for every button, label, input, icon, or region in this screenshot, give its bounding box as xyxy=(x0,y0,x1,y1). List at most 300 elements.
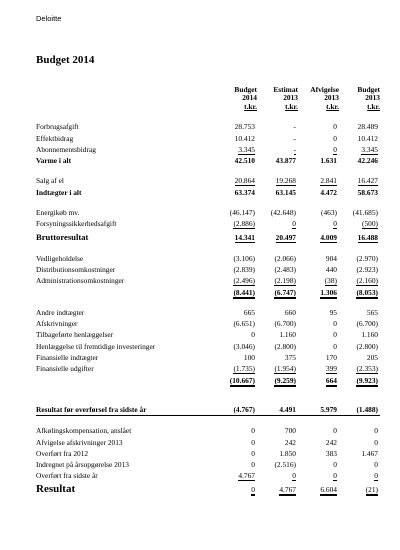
row-value-text: (2.800) xyxy=(356,341,378,351)
spacer-row xyxy=(36,415,380,425)
row-value-text: (41.685) xyxy=(352,208,378,218)
row-value-text: 1.467 xyxy=(361,448,378,458)
table-row xyxy=(36,252,380,263)
column-header-line: t.kr. xyxy=(285,102,298,112)
row-value xyxy=(298,175,339,186)
row-label: Indtægter i alt xyxy=(36,187,82,197)
row-value-text: (3.046) xyxy=(233,341,255,351)
row-label: Finansielle indtægter xyxy=(36,353,99,363)
row-value xyxy=(216,186,257,197)
row-value xyxy=(257,448,298,459)
table-row xyxy=(36,470,380,481)
row-value xyxy=(216,459,257,470)
row-value xyxy=(216,352,257,363)
table-row xyxy=(36,318,380,329)
table-row xyxy=(36,132,380,143)
row-value xyxy=(339,318,380,329)
row-value-text: 63.145 xyxy=(275,187,296,197)
row-value xyxy=(339,374,380,385)
table-row xyxy=(36,459,380,470)
row-value-text: (21) xyxy=(365,485,378,495)
row-value-text: 0 xyxy=(292,471,296,481)
row-value xyxy=(298,459,339,470)
row-value xyxy=(216,374,257,385)
row-value-text: (2.516) xyxy=(274,460,296,470)
row-value xyxy=(257,481,298,495)
spacer-row xyxy=(36,198,380,207)
column-header-line: Budget xyxy=(234,84,257,94)
row-value-text: (6.700) xyxy=(274,319,296,329)
column-header-line: Estimat xyxy=(273,84,298,94)
row-value xyxy=(339,425,380,436)
row-value xyxy=(257,329,298,340)
row-value xyxy=(298,286,339,297)
row-value-text: 383 xyxy=(325,448,337,458)
row-value-text: 0 xyxy=(374,426,378,436)
column-header-line: 2013 xyxy=(283,93,298,103)
row-value-text: 63.374 xyxy=(234,187,255,197)
table-row xyxy=(36,481,380,495)
column-header-line: 2013 xyxy=(365,93,380,103)
row-value xyxy=(339,307,380,318)
row-label: Bruttoresultat xyxy=(36,232,89,243)
row-value-text: (2.886) xyxy=(233,219,255,229)
spacer-row xyxy=(36,243,380,252)
row-value-text: 1.160 xyxy=(279,330,296,340)
row-value-text: (2.353) xyxy=(356,364,378,374)
row-label: Afkølingskompensation, anslået xyxy=(36,426,132,436)
row-value xyxy=(339,436,380,447)
row-value-text: (2.839) xyxy=(233,264,255,274)
row-value xyxy=(298,448,339,459)
row-value xyxy=(257,307,298,318)
row-value xyxy=(257,252,298,263)
table-row xyxy=(36,404,380,416)
row-label: Forsyningssikkerhedsafgift xyxy=(36,219,117,229)
row-value-text: 4.491 xyxy=(279,404,296,414)
row-value xyxy=(339,144,380,155)
row-value-text: 700 xyxy=(284,426,296,436)
row-value xyxy=(257,175,298,186)
row-value xyxy=(339,404,380,416)
row-value-text: 0 xyxy=(374,460,378,470)
row-value xyxy=(216,207,257,218)
row-value-text: (6.747) xyxy=(274,287,296,297)
row-value-text: 0 xyxy=(333,471,337,481)
row-label: Afskrivninger xyxy=(36,319,78,329)
budget-table xyxy=(36,76,380,495)
row-value xyxy=(339,207,380,218)
row-label: Tilbageførte henlæggelser xyxy=(36,330,114,340)
row-value-text: (38) xyxy=(324,276,337,286)
budget-table-header xyxy=(36,76,380,112)
row-value xyxy=(298,436,339,447)
row-value xyxy=(216,340,257,351)
row-value-text: 664 xyxy=(325,375,337,385)
spacer-row xyxy=(36,166,380,175)
row-value-text: 4.767 xyxy=(238,471,255,481)
row-value-text: 10.412 xyxy=(357,133,378,143)
row-value-text: (463) xyxy=(320,208,337,218)
row-value-text: 0 xyxy=(251,330,255,340)
row-value-text: 399 xyxy=(325,364,337,374)
row-label: Resultat xyxy=(36,483,76,496)
row-value-text: (2.160) xyxy=(356,276,378,286)
row-value xyxy=(257,425,298,436)
row-value xyxy=(257,121,298,132)
row-value xyxy=(216,363,257,374)
row-value xyxy=(339,340,380,351)
row-value-text: 0 xyxy=(333,133,337,143)
row-value xyxy=(257,155,298,166)
row-value xyxy=(257,404,298,416)
row-value xyxy=(339,286,380,297)
table-row xyxy=(36,264,380,275)
row-value xyxy=(298,340,339,351)
row-label: Energikøb mv. xyxy=(36,208,80,218)
column-header-line: Budget xyxy=(357,84,380,94)
row-value-text: 170 xyxy=(325,353,337,363)
row-value-text: 0 xyxy=(333,330,337,340)
table-row xyxy=(36,436,380,447)
row-value xyxy=(216,329,257,340)
row-label: Effektbidrag xyxy=(36,133,74,143)
row-value xyxy=(339,264,380,275)
row-value-text: 375 xyxy=(284,353,296,363)
row-value-text: (3.106) xyxy=(233,253,255,263)
row-value xyxy=(339,448,380,459)
row-value xyxy=(216,318,257,329)
row-value-text: 58.673 xyxy=(357,187,378,197)
row-value xyxy=(339,186,380,197)
table-row xyxy=(36,144,380,155)
row-value xyxy=(257,352,298,363)
row-value-text: 6.604 xyxy=(320,485,337,495)
table-row xyxy=(36,307,380,318)
row-label: Abonnementsbidrag xyxy=(36,144,96,154)
row-value-text: (46.147) xyxy=(229,208,255,218)
row-value xyxy=(339,275,380,286)
column-header-line: t.kr. xyxy=(367,102,380,112)
row-value xyxy=(257,340,298,351)
label-column-header xyxy=(36,76,216,112)
row-label: Henlæggelse til fremtidige investeringer xyxy=(36,341,156,351)
row-value-text: 205 xyxy=(366,353,378,363)
row-value-text: (9.923) xyxy=(356,375,378,385)
row-value-text: 16.488 xyxy=(357,233,378,243)
row-value xyxy=(216,175,257,186)
row-value-text: 0 xyxy=(333,122,337,132)
row-value-text: 10.412 xyxy=(234,133,255,143)
row-value-text: 20.497 xyxy=(275,233,296,243)
table-row xyxy=(36,363,380,374)
row-value xyxy=(257,286,298,297)
row-value-text: (8.053) xyxy=(356,287,378,297)
row-value-text: 2.841 xyxy=(320,176,337,186)
row-value-text: 0 xyxy=(251,485,255,495)
column-header-line: 2013 xyxy=(324,93,339,103)
row-value xyxy=(216,132,257,143)
row-value-text: 242 xyxy=(325,437,337,447)
row-label xyxy=(36,374,216,385)
row-value xyxy=(298,318,339,329)
row-label: Forbrugsafgift xyxy=(36,122,79,132)
row-value-text: 16.427 xyxy=(357,176,378,186)
row-value-text: (2.198) xyxy=(274,276,296,286)
row-value-text: (10.667) xyxy=(229,375,255,385)
row-value xyxy=(298,264,339,275)
row-value xyxy=(216,218,257,229)
row-value xyxy=(257,132,298,143)
row-value-text: 100 xyxy=(243,353,255,363)
row-value-text: 20.864 xyxy=(234,176,255,186)
row-value-text: (1.954) xyxy=(274,364,296,374)
row-value xyxy=(216,481,257,495)
table-row xyxy=(36,340,380,351)
row-value-text: 1.850 xyxy=(279,448,296,458)
row-value xyxy=(216,275,257,286)
table-row xyxy=(36,175,380,186)
column-header-line: 2014 xyxy=(242,93,257,103)
row-label: Finansielle udgifter xyxy=(36,364,94,374)
row-value xyxy=(298,186,339,197)
column-header-1 xyxy=(257,76,298,112)
brand-name: Deloitte xyxy=(36,14,62,23)
table-row xyxy=(36,425,380,436)
spacer-row xyxy=(36,112,380,121)
table-row xyxy=(36,229,380,243)
page-title: Budget 2014 xyxy=(36,54,95,66)
row-value xyxy=(257,459,298,470)
row-value-text: 4.009 xyxy=(320,233,337,243)
row-value xyxy=(298,307,339,318)
row-label: Vedligeholdelse xyxy=(36,253,84,263)
row-value-text: 28.489 xyxy=(357,122,378,132)
row-value xyxy=(216,144,257,155)
row-value-text: 904 xyxy=(325,253,337,263)
row-value xyxy=(257,363,298,374)
row-value xyxy=(298,207,339,218)
row-label: Overført fra 2012 xyxy=(36,448,89,458)
row-value-text: (6.700) xyxy=(356,319,378,329)
row-value xyxy=(339,121,380,132)
row-value xyxy=(216,121,257,132)
row-value xyxy=(339,459,380,470)
row-value-text: (2.483) xyxy=(274,264,296,274)
row-value xyxy=(339,352,380,363)
row-value-text: 0 xyxy=(374,471,378,481)
row-label: Administrationsomkostninger xyxy=(36,276,125,286)
row-value xyxy=(298,374,339,385)
row-value xyxy=(298,481,339,495)
row-value xyxy=(257,229,298,243)
row-value-text: (2.496) xyxy=(233,276,255,286)
row-value-text: 0 xyxy=(333,319,337,329)
row-value-text: (2.800) xyxy=(274,341,296,351)
row-value-text: 660 xyxy=(284,307,296,317)
row-value xyxy=(298,218,339,229)
row-value xyxy=(298,363,339,374)
column-header-line: Afvigelse xyxy=(310,84,339,94)
row-value-text: 3.345 xyxy=(238,144,255,154)
budget-table-body xyxy=(36,112,380,495)
row-value-text: (2.923) xyxy=(356,264,378,274)
row-value-text: 0 xyxy=(251,448,255,458)
row-value-text: 0 xyxy=(374,437,378,447)
row-value-text: - xyxy=(293,144,296,154)
row-value xyxy=(257,275,298,286)
row-value xyxy=(257,318,298,329)
row-value-text: 1.160 xyxy=(361,330,378,340)
row-value-text: 95 xyxy=(329,307,337,317)
row-label: Varme i alt xyxy=(36,156,72,166)
row-value xyxy=(298,404,339,416)
row-value xyxy=(339,481,380,495)
row-value xyxy=(298,252,339,263)
row-value xyxy=(216,264,257,275)
row-value xyxy=(339,363,380,374)
row-value xyxy=(339,175,380,186)
row-label: Distributionsomkostninger xyxy=(36,264,116,274)
column-header-line: t.kr. xyxy=(244,102,257,112)
row-value xyxy=(339,155,380,166)
table-row xyxy=(36,329,380,340)
row-value xyxy=(298,329,339,340)
row-label: Indregnet på årsopgørelse 2013 xyxy=(36,460,129,470)
row-value xyxy=(339,470,380,481)
row-value xyxy=(257,144,298,155)
row-value xyxy=(257,436,298,447)
row-value-text: 0 xyxy=(251,460,255,470)
row-value-text: 0 xyxy=(333,460,337,470)
row-value xyxy=(257,207,298,218)
spacer-row xyxy=(36,298,380,307)
row-value xyxy=(257,470,298,481)
row-value xyxy=(216,404,257,416)
table-row xyxy=(36,186,380,197)
row-value xyxy=(339,329,380,340)
row-value xyxy=(216,448,257,459)
row-value-text: (42.648) xyxy=(270,208,296,218)
row-value-text: 28.753 xyxy=(234,122,255,132)
row-value xyxy=(298,425,339,436)
row-value-text: (500) xyxy=(361,219,378,229)
row-value xyxy=(339,229,380,243)
row-value-text: 3.345 xyxy=(361,144,378,154)
row-value-text: 43.877 xyxy=(275,156,296,166)
row-label: Afvigelse afskrivninger 2013 xyxy=(36,437,123,447)
row-value-text: (1.488) xyxy=(356,404,378,414)
table-row xyxy=(36,448,380,459)
row-value-text: (1.735) xyxy=(233,364,255,374)
row-label: Andre indtægter xyxy=(36,307,85,317)
row-value xyxy=(298,121,339,132)
row-value-text: 0 xyxy=(333,144,337,154)
row-value-text: - xyxy=(293,122,296,132)
row-value-text: (4.767) xyxy=(233,404,255,414)
column-header-0 xyxy=(216,76,257,112)
row-value-text: 565 xyxy=(366,307,378,317)
row-value-text: (6.651) xyxy=(233,319,255,329)
row-value-text: 0 xyxy=(333,219,337,229)
row-value-text: (2.970) xyxy=(356,253,378,263)
column-header-line: t.kr. xyxy=(326,102,339,112)
row-value xyxy=(216,425,257,436)
row-value-text: 0 xyxy=(251,437,255,447)
row-value xyxy=(257,186,298,197)
row-value xyxy=(339,132,380,143)
table-row xyxy=(36,374,380,385)
row-value-text: (9.259) xyxy=(274,375,296,385)
row-value-text: 242 xyxy=(284,437,296,447)
row-label xyxy=(36,286,216,297)
row-value xyxy=(339,218,380,229)
row-value-text: 42.246 xyxy=(357,156,378,166)
row-value xyxy=(257,218,298,229)
row-value xyxy=(298,144,339,155)
row-value-text: 14.341 xyxy=(234,233,255,243)
row-value-text: 5.979 xyxy=(320,404,337,414)
row-value xyxy=(216,252,257,263)
row-value xyxy=(339,252,380,263)
row-value-text: (8.441) xyxy=(233,287,255,297)
row-value-text: 0 xyxy=(333,426,337,436)
row-value xyxy=(216,470,257,481)
row-value-text: 0 xyxy=(251,426,255,436)
row-value-text: 1.631 xyxy=(320,156,337,166)
row-value xyxy=(298,229,339,243)
row-value-text: 0 xyxy=(292,219,296,229)
row-value-text: 4.767 xyxy=(279,485,296,495)
row-value-text: 19.268 xyxy=(275,176,296,186)
row-value xyxy=(298,352,339,363)
row-value xyxy=(216,229,257,243)
row-value xyxy=(298,275,339,286)
row-value xyxy=(257,374,298,385)
row-value xyxy=(298,132,339,143)
table-row xyxy=(36,155,380,166)
row-value-text: 0 xyxy=(333,341,337,351)
spacer-row xyxy=(36,386,380,395)
row-value-text: - xyxy=(293,133,296,143)
row-value xyxy=(216,307,257,318)
table-row xyxy=(36,121,380,132)
table-row xyxy=(36,352,380,363)
column-header-3 xyxy=(339,76,380,112)
table-row xyxy=(36,286,380,297)
row-value xyxy=(216,155,257,166)
spacer-row xyxy=(36,395,380,404)
row-value xyxy=(257,264,298,275)
row-value-text: 4.472 xyxy=(320,187,337,197)
row-value-text: (2.066) xyxy=(274,253,296,263)
table-row xyxy=(36,275,380,286)
row-value-text: 440 xyxy=(325,264,337,274)
table-row xyxy=(36,218,380,229)
row-value-text: 42.510 xyxy=(234,156,255,166)
column-header-2 xyxy=(298,76,339,112)
row-value-text: 665 xyxy=(243,307,255,317)
row-value xyxy=(216,436,257,447)
row-label: Salg af el xyxy=(36,176,64,186)
row-value xyxy=(298,470,339,481)
row-label: Overført fra sidste år xyxy=(36,471,98,481)
table-row xyxy=(36,207,380,218)
row-label: Resultat før overførsel fra sidste år xyxy=(36,404,216,416)
row-value-text: 1.306 xyxy=(320,287,337,297)
row-value xyxy=(298,155,339,166)
row-value xyxy=(216,286,257,297)
